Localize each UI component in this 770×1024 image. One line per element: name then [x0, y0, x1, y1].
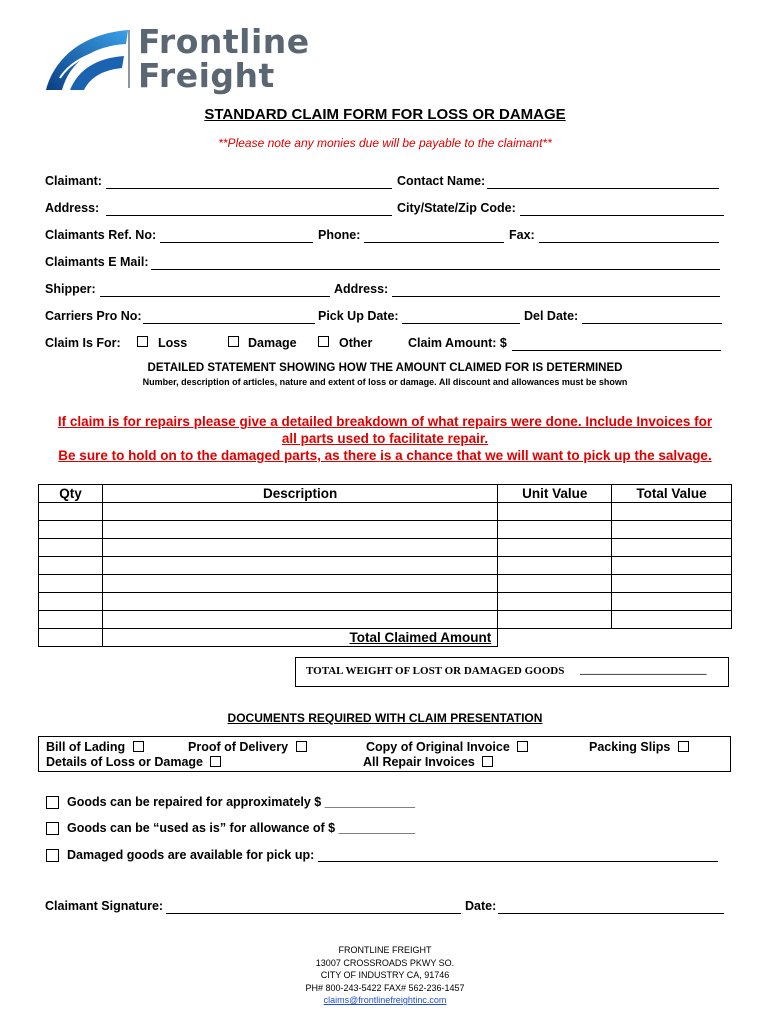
copy-invoice-label [366, 740, 528, 754]
used-as-is-option [67, 821, 415, 835]
pickup-field[interactable] [318, 861, 718, 862]
repair-invoices-label [363, 755, 493, 769]
claimants-ref-label: Claimants Ref. No: [45, 228, 157, 242]
logo-swoosh-icon [40, 22, 132, 96]
claim-is-for-label: Claim Is For: [45, 336, 121, 350]
repaired-checkbox[interactable] [46, 796, 59, 809]
claim-amount-field[interactable] [512, 350, 721, 351]
footer-city: CITY OF INDUSTRY CA, 91746 [320, 970, 450, 980]
claimant-signature-label: Claimant Signature: [45, 899, 164, 913]
claim-amount-label: Claim Amount: $ [408, 336, 507, 350]
packing-slips-text: Packing Slips [589, 740, 671, 754]
total-value-header: Total Value [612, 485, 732, 503]
proof-of-delivery-label [188, 740, 307, 754]
pick-up-date-label: Pick Up Date: [318, 309, 399, 323]
claimant-signature-field[interactable] [166, 913, 461, 914]
loss-label: Loss [158, 336, 188, 350]
table-header-row [39, 485, 732, 503]
del-date-label: Del Date: [524, 309, 579, 323]
form-title: STANDARD CLAIM FORM FOR LOSS OR DAMAGE [204, 106, 566, 123]
total-claimed-amount-label: Total Claimed Amount [102, 629, 497, 647]
copy-invoice-text: Copy of Original Invoice [366, 740, 510, 754]
packing-slips-label [589, 740, 689, 754]
claimants-ref-field[interactable] [160, 242, 313, 243]
logo-divider [128, 30, 130, 88]
total-weight-field: _______________________ [580, 664, 707, 676]
repair-warning [20, 413, 750, 464]
city-state-zip-field[interactable] [520, 215, 724, 216]
loss-checkbox[interactable] [137, 336, 148, 347]
logo-name-line1: Frontline [138, 22, 310, 61]
damage-label: Damage [248, 336, 297, 350]
fax-label: Fax: [509, 228, 535, 242]
footer-address [0, 944, 770, 1007]
other-checkbox[interactable] [318, 336, 329, 347]
table-row[interactable] [39, 503, 732, 521]
total-weight-box[interactable] [295, 657, 729, 687]
total-claimed-amount-spacer [612, 629, 732, 647]
items-table [38, 484, 732, 647]
table-row[interactable] [39, 575, 732, 593]
proof-of-delivery-text: Proof of Delivery [188, 740, 289, 754]
logo-name-line2: Freight [138, 56, 275, 95]
description-header: Description [102, 485, 497, 503]
repair-warning-line3: Be sure to hold on to the damaged parts, as there is a chance that we will want to pick up the salvage. [58, 448, 712, 463]
used-as-is-text: Goods can be “used as is” for allowance of $ [67, 821, 336, 835]
signature-date-label: Date: [465, 899, 497, 913]
details-loss-checkbox[interactable] [210, 756, 221, 767]
repair-warning-line2: all parts used to facilitate repair. [281, 431, 489, 446]
bill-of-lading-checkbox[interactable] [133, 741, 144, 752]
city-state-zip-label: City/State/Zip Code: [397, 201, 516, 215]
footer-email-link[interactable]: claims@frontlinefreightinc.com [323, 995, 447, 1005]
total-claimed-amount-cell[interactable] [498, 629, 612, 647]
repaired-text: Goods can be repaired for approximately $ [67, 795, 322, 809]
documents-heading: DOCUMENTS REQUIRED WITH CLAIM PRESENTATION [227, 711, 543, 725]
contact-name-label: Contact Name: [397, 174, 486, 188]
pick-up-date-field[interactable] [402, 323, 520, 324]
bill-of-lading-text: Bill of Lading [46, 740, 126, 754]
claimants-email-label: Claimants E Mail: [45, 255, 149, 269]
signature-date-field[interactable] [498, 913, 724, 914]
phone-field[interactable] [364, 242, 504, 243]
table-row[interactable] [39, 611, 732, 629]
repaired-field[interactable]: _____________ [324, 795, 416, 809]
logo [40, 22, 360, 97]
del-date-field[interactable] [582, 323, 722, 324]
qty-header: Qty [39, 485, 103, 503]
copy-invoice-checkbox[interactable] [517, 741, 528, 752]
used-as-is-checkbox[interactable] [46, 822, 59, 835]
claimants-email-field[interactable] [151, 269, 720, 270]
used-as-is-field[interactable]: ___________ [338, 821, 416, 835]
table-row[interactable] [39, 539, 732, 557]
repair-warning-line1: If claim is for repairs please give a detailed breakdown of what repairs were done. Include Invoices for [57, 414, 713, 429]
repaired-option [67, 795, 415, 809]
fax-field[interactable] [539, 242, 719, 243]
payable-note: **Please note any monies due will be payable to the claimant** [218, 136, 552, 150]
total-row [39, 629, 732, 647]
other-label: Other [339, 336, 373, 350]
address-label: Address: [45, 201, 100, 215]
shipper-address-label: Address: [334, 282, 389, 296]
bill-of-lading-label [46, 740, 144, 754]
shipper-address-field[interactable] [392, 296, 720, 297]
footer-phone-fax: PH# 800-243-5422 FAX# 562-236-1457 [305, 982, 465, 993]
footer-street: 13007 CROSSROADS PKWY SO. [315, 957, 455, 968]
carriers-pro-field[interactable] [143, 323, 315, 324]
total-weight-label: TOTAL WEIGHT OF LOST OR DAMAGED GOODS [306, 665, 565, 677]
damage-checkbox[interactable] [228, 336, 239, 347]
unit-value-header: Unit Value [498, 485, 612, 503]
carriers-pro-label: Carriers Pro No: [45, 309, 142, 323]
proof-of-delivery-checkbox[interactable] [296, 741, 307, 752]
contact-name-field[interactable] [487, 188, 719, 189]
statement-heading: DETAILED STATEMENT SHOWING HOW THE AMOUNT CLAIMED FOR IS DETERMINED [147, 362, 623, 374]
details-loss-label [46, 755, 221, 769]
pickup-label: Damaged goods are available for pick up: [67, 848, 315, 862]
footer-company: FRONTLINE FREIGHT [338, 945, 432, 955]
pickup-checkbox[interactable] [46, 849, 59, 862]
packing-slips-checkbox[interactable] [678, 741, 689, 752]
shipper-label: Shipper: [45, 282, 96, 296]
claimant-label: Claimant: [45, 174, 102, 188]
statement-subheading: Number, description of articles, nature and extent of loss or damage. All discount and allowances must be shown [142, 377, 628, 387]
details-loss-text: Details of Loss or Damage [46, 755, 203, 769]
shipper-field[interactable] [100, 296, 330, 297]
table-row[interactable] [39, 521, 732, 539]
table-row[interactable] [39, 557, 732, 575]
phone-label: Phone: [318, 228, 361, 242]
table-row[interactable] [39, 593, 732, 611]
claimant-field[interactable] [106, 188, 392, 189]
repair-invoices-text: All Repair Invoices [363, 755, 475, 769]
repair-invoices-checkbox[interactable] [482, 756, 493, 767]
address-field[interactable] [106, 215, 392, 216]
